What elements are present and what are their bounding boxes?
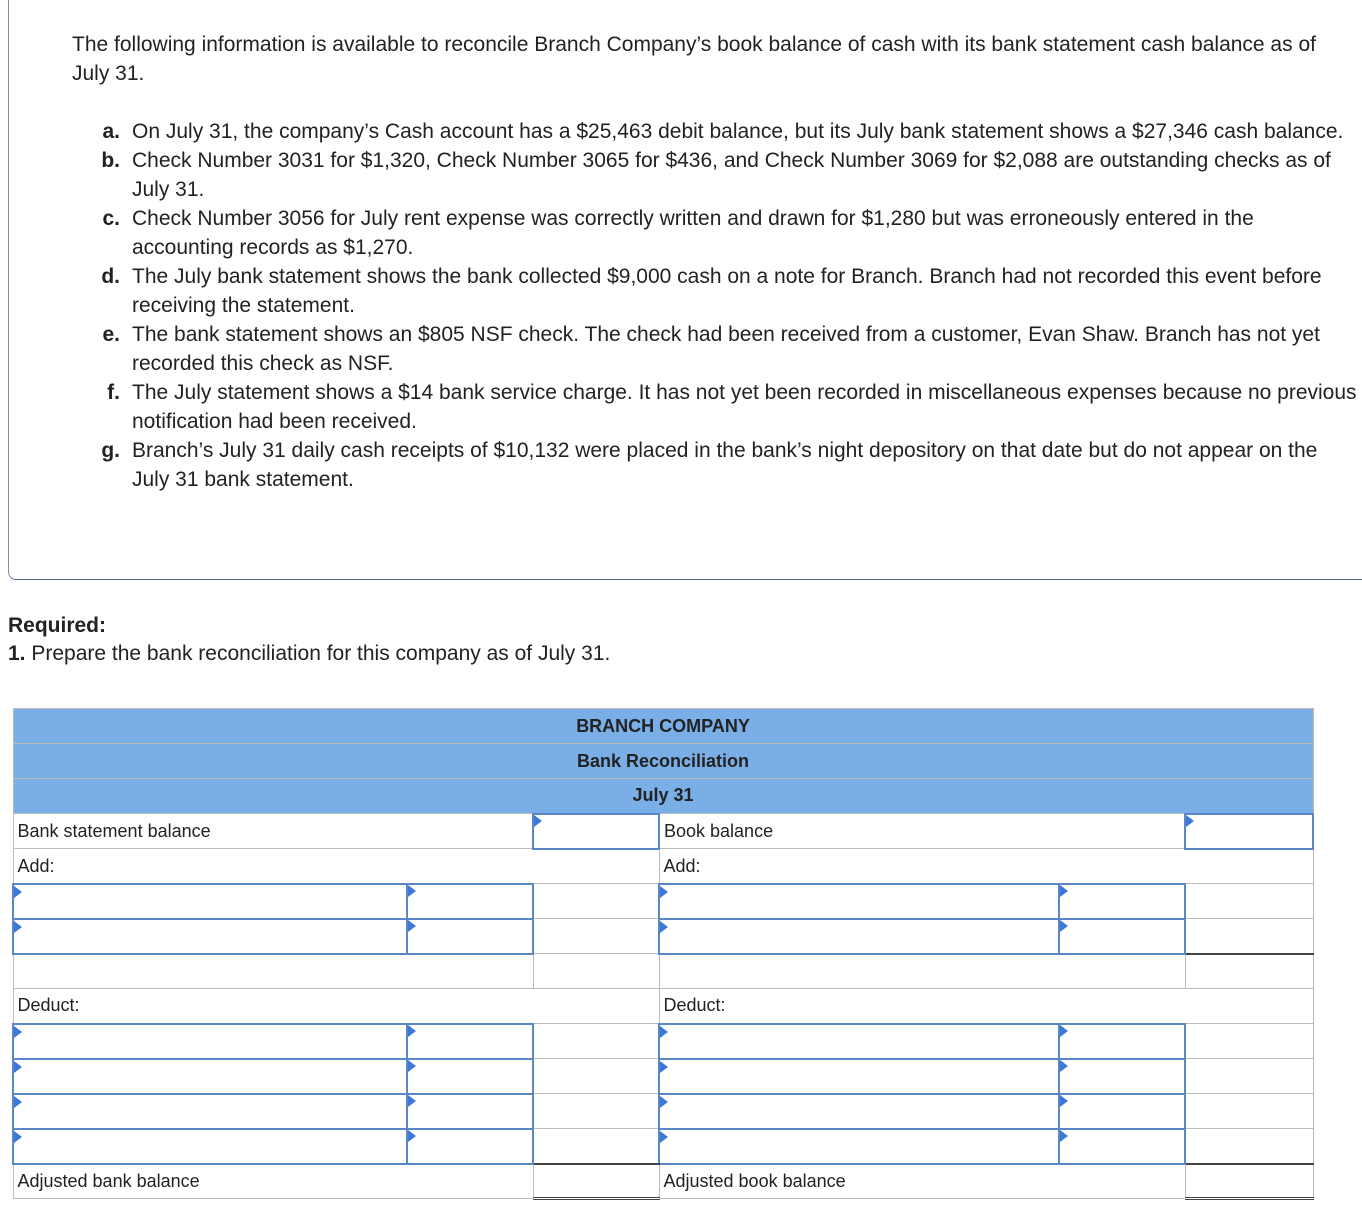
bank-deduct-subtotal-cell [533,1059,659,1094]
dropdown-marker-icon [660,1026,668,1038]
input-marker-icon [408,1095,416,1107]
bank-add-amount-input[interactable] [407,919,533,954]
item-text: Check Number 3031 for $1,320, Check Number 3065 for $436, and Check Number 3069 for $2,088 are outstanding checks as of July 31. [132,149,1331,201]
item-text: The July statement shows a $14 bank service charge. It has not yet been recorded in miscellaneous expenses because no previous notification had been received. [132,381,1357,433]
book-deduct-amount-input[interactable] [1059,1024,1185,1059]
bank-add-description-select[interactable] [13,919,407,954]
intro-text: The following information is available to reconcile Branch Company’s book balance of cash with its bank statement cash balance as of July 31. [72,33,1316,85]
bank-add-subtotal-cell [533,884,659,919]
bank-add-description-select[interactable] [13,884,407,919]
book-add-amount-input[interactable] [1059,884,1185,919]
list-item [96,378,1358,436]
bank-deduct-subtotal-cell [533,1129,659,1164]
input-marker-icon [408,1130,416,1142]
item-text: The bank statement shows an $805 NSF check. The check had been received from a customer, Evan Shaw. Branch has not yet recorded this check as NSF. [132,323,1320,375]
item-letter: d. [101,265,120,288]
list-item [96,436,1358,494]
book-balance-input[interactable] [1185,814,1313,849]
item-text: Check Number 3056 for July rent expense was correctly written and drawn for $1,280 but was erroneously entered in the accounting records as $1,270. [132,207,1254,259]
adjusted-bank-balance-cell [533,1164,659,1199]
dropdown-marker-icon [14,1096,22,1108]
list-item [96,262,1358,320]
book-add-subtotal-cell [1185,919,1313,954]
input-marker-icon [534,815,542,827]
input-marker-icon [1060,1060,1068,1072]
list-item [96,117,1358,146]
bank-deduct-amount-input[interactable] [407,1024,533,1059]
bank-deduct-subtotal-cell [533,1024,659,1059]
bank-add-subtotal-cell [533,919,659,954]
bank-add-amount-input[interactable] [407,884,533,919]
input-marker-icon [408,885,416,897]
reconciliation-title: Bank Reconciliation [13,744,1313,779]
book-deduct-description-select[interactable] [659,1129,1059,1164]
book-balance-label: Book balance [659,814,1185,849]
book-deduct-description-select[interactable] [659,1059,1059,1094]
dropdown-marker-icon [660,1096,668,1108]
item-text: Branch’s July 31 daily cash receipts of $10,132 were placed in the bank’s night depository on that date but do not appear on the July 31 bank statement. [132,439,1318,491]
reconciliation-date: July 31 [13,779,1313,814]
bank-statement-balance-label: Bank statement balance [13,814,533,849]
book-deduct-amount-input[interactable] [1059,1059,1185,1094]
book-deduct-subtotal-cell [1185,1024,1313,1059]
bank-add-label: Add: [13,849,659,884]
input-marker-icon [1060,885,1068,897]
book-add-amount-input[interactable] [1059,919,1185,954]
list-item [96,146,1358,204]
adjusted-book-balance-cell [1185,1164,1313,1199]
input-marker-icon [1060,920,1068,932]
dropdown-marker-icon [14,921,22,933]
input-marker-icon [1186,815,1194,827]
list-item [96,320,1358,378]
input-marker-icon [408,920,416,932]
required-number: 1. [8,642,26,665]
bank-reconciliation-table [12,708,1314,1200]
required-section [8,612,610,668]
bank-deduct-label: Deduct: [13,989,659,1024]
required-heading: Required: [8,614,107,637]
item-letter: c. [102,207,120,230]
item-letter: g. [101,439,120,462]
bank-add-total-label-cell [13,954,533,989]
book-add-description-select[interactable] [659,884,1059,919]
required-item [8,640,610,668]
dropdown-marker-icon [660,1131,668,1143]
input-marker-icon [1060,1095,1068,1107]
dropdown-marker-icon [14,1026,22,1038]
adjusted-bank-balance-label: Adjusted bank balance [13,1164,533,1199]
bank-deduct-amount-input[interactable] [407,1059,533,1094]
list-item [96,204,1358,262]
bank-statement-balance-input[interactable] [533,814,659,849]
item-letter: f. [107,381,120,404]
dropdown-marker-icon [660,1061,668,1073]
bank-deduct-subtotal-cell [533,1094,659,1129]
bank-deduct-description-select[interactable] [13,1129,407,1164]
item-text: The July bank statement shows the bank collected $9,000 cash on a note for Branch. Branch had not recorded this event before receiving the statement. [132,265,1322,317]
book-deduct-subtotal-cell [1185,1059,1313,1094]
dropdown-marker-icon [14,1061,22,1073]
bank-deduct-description-select[interactable] [13,1024,407,1059]
company-name: BRANCH COMPANY [13,709,1313,744]
required-text: Prepare the bank reconciliation for this company as of July 31. [31,642,611,665]
book-deduct-subtotal-cell [1185,1129,1313,1164]
item-letter: b. [101,149,120,172]
input-marker-icon [408,1025,416,1037]
book-add-subtotal-cell [1185,884,1313,919]
book-deduct-label: Deduct: [659,989,1313,1024]
book-deduct-subtotal-cell [1185,1094,1313,1129]
adjusted-book-balance-label: Adjusted book balance [659,1164,1185,1199]
bank-deduct-description-select[interactable] [13,1094,407,1129]
book-deduct-amount-input[interactable] [1059,1129,1185,1164]
dropdown-marker-icon [14,1131,22,1143]
book-add-total-cell [1185,954,1313,989]
book-deduct-amount-input[interactable] [1059,1094,1185,1129]
bank-deduct-amount-input[interactable] [407,1129,533,1164]
book-add-description-select[interactable] [659,919,1059,954]
dropdown-marker-icon [14,886,22,898]
bank-add-total-cell [533,954,659,989]
input-marker-icon [1060,1025,1068,1037]
item-letter: e. [102,323,120,346]
dropdown-marker-icon [660,921,668,933]
book-add-total-label-cell [659,954,1185,989]
book-add-label: Add: [659,849,1313,884]
facts-list [96,117,1358,494]
bank-deduct-description-select[interactable] [13,1059,407,1094]
book-deduct-description-select[interactable] [659,1024,1059,1059]
bank-deduct-amount-input[interactable] [407,1094,533,1129]
dropdown-marker-icon [660,886,668,898]
item-text: On July 31, the company’s Cash account has a $25,463 debit balance, but its July bank statement shows a $27,346 cash balance. [132,120,1344,143]
item-letter: a. [102,120,120,143]
input-marker-icon [408,1060,416,1072]
input-marker-icon [1060,1130,1068,1142]
book-deduct-description-select[interactable] [659,1094,1059,1129]
